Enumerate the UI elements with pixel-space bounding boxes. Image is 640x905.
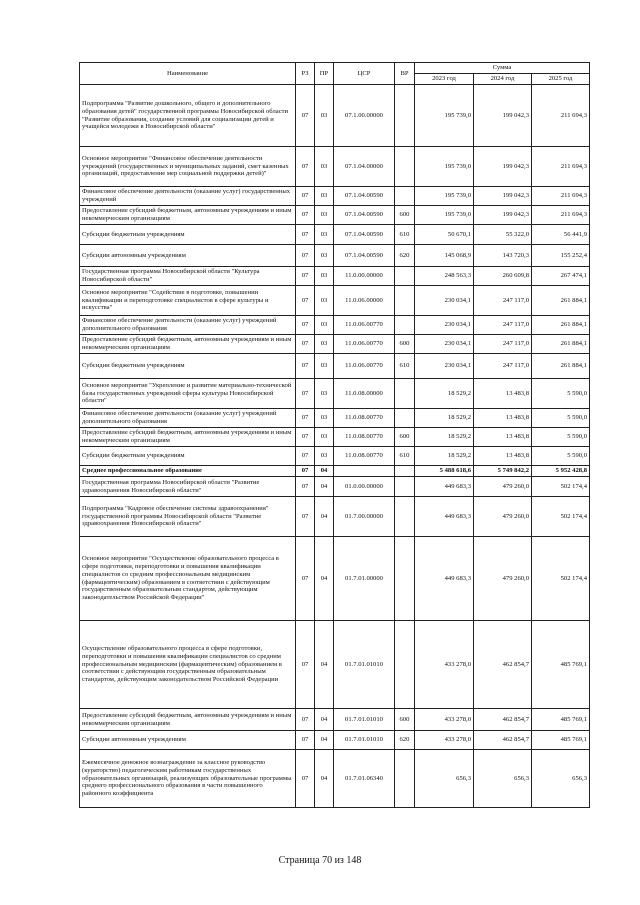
table-row <box>80 147 590 187</box>
cell-pr: 03 <box>315 379 334 409</box>
cell-name: Субсидии автономным учреждениям <box>80 245 296 267</box>
cell-2023: 18 529,2 <box>415 379 474 409</box>
cell-2023: 145 068,9 <box>415 245 474 267</box>
cell-vr: 610 <box>395 225 415 245</box>
cell-name: Основное мероприятие "Укрепление и развитие материально-технической базы государственных учреждений сферы культуры Новосибирской области" <box>80 379 296 409</box>
cell-vr <box>395 147 415 187</box>
cell-name: Основное мероприятие "Финансовое обеспечение деятельности учреждений (государственных и муниципальных заданий, смет казенных организаций, предоставление мер социальной поддержки детей)" <box>80 147 296 187</box>
cell-name: Государственная программа Новосибирской области "Развитие здравоохранения Новосибирской области" <box>80 477 296 497</box>
cell-vr <box>395 409 415 428</box>
cell-vr <box>395 85 415 147</box>
cell-vr: 600 <box>395 428 415 447</box>
cell-2023: 449 683,3 <box>415 497 474 537</box>
cell-2023: 5 488 618,6 <box>415 466 474 477</box>
cell-2025: 267 474,1 <box>532 267 590 286</box>
cell-2025: 261 884,1 <box>532 335 590 354</box>
col-2025-header: 2025 год <box>532 74 590 85</box>
cell-2024: 462 854,7 <box>474 709 532 731</box>
cell-pr: 04 <box>315 537 334 621</box>
cell-2024: 462 854,7 <box>474 621 532 709</box>
cell-vr: 620 <box>395 245 415 267</box>
cell-2023: 230 034,1 <box>415 335 474 354</box>
cell-pr: 04 <box>315 497 334 537</box>
cell-2024: 55 322,0 <box>474 225 532 245</box>
table-row <box>80 286 590 316</box>
table-row <box>80 245 590 267</box>
cell-2023: 449 683,3 <box>415 477 474 497</box>
cell-2023: 248 563,3 <box>415 267 474 286</box>
cell-2023: 230 034,1 <box>415 354 474 379</box>
cell-rz: 07 <box>296 466 315 477</box>
cell-rz: 07 <box>296 316 315 335</box>
cell-2024: 462 854,7 <box>474 731 532 750</box>
cell-rz: 07 <box>296 709 315 731</box>
cell-pr: 03 <box>315 147 334 187</box>
cell-csr: 01.7.00.00000 <box>334 497 395 537</box>
cell-name: Предоставление субсидий бюджетным, автономным учреждениям и иным некоммерческим организациям <box>80 335 296 354</box>
cell-name: Субсидии бюджетным учреждениям <box>80 354 296 379</box>
cell-2023: 656,3 <box>415 750 474 808</box>
cell-csr: 11.0.06.00770 <box>334 354 395 379</box>
cell-vr <box>395 621 415 709</box>
cell-2025: 485 769,1 <box>532 621 590 709</box>
cell-2023: 18 529,2 <box>415 428 474 447</box>
cell-csr: 01.0.00.00000 <box>334 477 395 497</box>
cell-csr: 11.0.00.00000 <box>334 267 395 286</box>
cell-rz: 07 <box>296 225 315 245</box>
cell-2023: 195 739,0 <box>415 147 474 187</box>
table-row <box>80 206 590 225</box>
cell-2023: 433 278,0 <box>415 709 474 731</box>
cell-csr: 01.7.01.01010 <box>334 731 395 750</box>
table-header <box>80 63 590 85</box>
cell-rz: 07 <box>296 354 315 379</box>
cell-csr: 01.7.01.00000 <box>334 537 395 621</box>
cell-pr: 04 <box>315 477 334 497</box>
cell-2025: 211 694,3 <box>532 85 590 147</box>
cell-csr: 11.0.08.00770 <box>334 447 395 466</box>
cell-csr: 07.1.04.00590 <box>334 245 395 267</box>
cell-csr: 11.0.06.00000 <box>334 286 395 316</box>
cell-rz: 07 <box>296 335 315 354</box>
cell-2024: 199 042,3 <box>474 147 532 187</box>
cell-vr <box>395 497 415 537</box>
cell-csr: 07.1.04.00590 <box>334 206 395 225</box>
cell-pr: 03 <box>315 187 334 206</box>
table-row <box>80 428 590 447</box>
cell-csr: 11.0.08.00770 <box>334 428 395 447</box>
table-row <box>80 354 590 379</box>
cell-vr: 610 <box>395 354 415 379</box>
cell-vr <box>395 286 415 316</box>
table-row <box>80 267 590 286</box>
cell-2024: 199 042,3 <box>474 206 532 225</box>
cell-2023: 449 683,3 <box>415 537 474 621</box>
cell-vr: 600 <box>395 335 415 354</box>
cell-pr: 03 <box>315 428 334 447</box>
cell-2025: 155 252,4 <box>532 245 590 267</box>
cell-name: Подпрограмма "Развитие дошкольного, общего и дополнительного образования детей" государственной программы Новосибирской области "Развитие образования, создание условий для социализации детей и учащейся молодежи в Новосибирской области" <box>80 85 296 147</box>
cell-2025: 5 952 428,8 <box>532 466 590 477</box>
cell-2025: 502 174,4 <box>532 537 590 621</box>
cell-rz: 07 <box>296 267 315 286</box>
cell-2024: 656,3 <box>474 750 532 808</box>
cell-pr: 04 <box>315 750 334 808</box>
col-2024-header: 2024 год <box>474 74 532 85</box>
table-row <box>80 85 590 147</box>
cell-2023: 230 034,1 <box>415 316 474 335</box>
cell-2024: 13 483,8 <box>474 447 532 466</box>
cell-name: Среднее профессиональное образование <box>80 466 296 477</box>
cell-name: Ежемесячное денежное вознаграждение за классное руководство (кураторство) педагогическим работникам государственных образовательных организаций, реализующих образовательные программы среднего профессионального образования в части повышенного районного коэффициента <box>80 750 296 808</box>
cell-2023: 433 278,0 <box>415 621 474 709</box>
cell-2025: 56 441,9 <box>532 225 590 245</box>
cell-2024: 247 117,0 <box>474 286 532 316</box>
cell-rz: 07 <box>296 447 315 466</box>
cell-rz: 07 <box>296 497 315 537</box>
cell-csr: 07.1.04.00590 <box>334 187 395 206</box>
cell-2025: 5 590,0 <box>532 379 590 409</box>
table-row <box>80 709 590 731</box>
col-sum-header: Сумма <box>415 63 590 74</box>
budget-table <box>79 62 590 808</box>
cell-2024: 199 042,3 <box>474 85 532 147</box>
cell-vr <box>395 267 415 286</box>
cell-2024: 13 483,8 <box>474 428 532 447</box>
cell-rz: 07 <box>296 750 315 808</box>
cell-vr: 610 <box>395 447 415 466</box>
cell-2025: 211 694,3 <box>532 147 590 187</box>
page-number: Страница 70 из 148 <box>278 855 362 866</box>
col-csr-header: ЦСР <box>334 63 395 85</box>
cell-pr: 03 <box>315 85 334 147</box>
cell-name: Предоставление субсидий бюджетным, автономным учреждениям и иным некоммерческим организациям <box>80 206 296 225</box>
cell-2023: 195 739,0 <box>415 187 474 206</box>
cell-pr: 03 <box>315 447 334 466</box>
cell-pr: 03 <box>315 335 334 354</box>
cell-pr: 04 <box>315 621 334 709</box>
cell-pr: 03 <box>315 354 334 379</box>
cell-2024: 479 260,0 <box>474 497 532 537</box>
table-row <box>80 621 590 709</box>
table-row <box>80 537 590 621</box>
cell-2025: 485 769,1 <box>532 709 590 731</box>
col-vr-header: ВР <box>395 63 415 85</box>
table-body <box>80 85 590 808</box>
cell-2025: 656,3 <box>532 750 590 808</box>
table-row <box>80 316 590 335</box>
cell-2024: 479 260,0 <box>474 477 532 497</box>
cell-pr: 03 <box>315 225 334 245</box>
cell-2024: 479 260,0 <box>474 537 532 621</box>
cell-pr: 03 <box>315 267 334 286</box>
cell-vr: 600 <box>395 206 415 225</box>
cell-csr: 01.7.01.01010 <box>334 709 395 731</box>
cell-rz: 07 <box>296 85 315 147</box>
cell-2023: 195 739,0 <box>415 206 474 225</box>
cell-rz: 07 <box>296 477 315 497</box>
cell-name: Государственная программа Новосибирской области "Культура Новосибирской области" <box>80 267 296 286</box>
cell-name: Основное мероприятие "Содействие в подготовке, повышении квалификации и переподготовке специалистов в сфере культуры и искусства" <box>80 286 296 316</box>
cell-pr: 04 <box>315 731 334 750</box>
cell-name: Финансовое обеспечение деятельности (оказание услуг) учреждений дополнительного образования <box>80 316 296 335</box>
cell-2024: 13 483,8 <box>474 379 532 409</box>
cell-csr: 11.0.08.00000 <box>334 379 395 409</box>
cell-csr: 01.7.01.01010 <box>334 621 395 709</box>
table-row <box>80 225 590 245</box>
cell-vr <box>395 477 415 497</box>
table-row <box>80 466 590 477</box>
cell-csr: 01.7.01.06340 <box>334 750 395 808</box>
cell-name: Финансовое обеспечение деятельности (оказание услуг) государственных учреждений <box>80 187 296 206</box>
cell-2024: 247 117,0 <box>474 316 532 335</box>
cell-2023: 230 034,1 <box>415 286 474 316</box>
cell-pr: 03 <box>315 316 334 335</box>
cell-rz: 07 <box>296 409 315 428</box>
table-row <box>80 335 590 354</box>
cell-2025: 211 694,3 <box>532 187 590 206</box>
cell-vr: 600 <box>395 709 415 731</box>
table-row <box>80 750 590 808</box>
cell-vr <box>395 466 415 477</box>
cell-2025: 211 694,3 <box>532 206 590 225</box>
cell-2025: 5 590,0 <box>532 428 590 447</box>
cell-pr: 04 <box>315 466 334 477</box>
cell-rz: 07 <box>296 428 315 447</box>
cell-2024: 247 117,0 <box>474 335 532 354</box>
cell-pr: 03 <box>315 245 334 267</box>
cell-name: Осуществление образовательного процесса в сфере подготовки, переподготовки и повышения квалификации специалистов со средним профессиональным медицинским (фармацевтическим) образованием в соответствии с действующим государственным образовательным стандартом, действующим законодательством Российской Федерации <box>80 621 296 709</box>
cell-name: Подпрограмма "Кадровое обеспечение системы здравоохранения" государственной программы Новосибирской области "Развитие здравоохранения Новосибирской области" <box>80 497 296 537</box>
col-name-header: Наименование <box>80 63 296 85</box>
col-2023-header: 2023 год <box>415 74 474 85</box>
cell-name: Финансовое обеспечение деятельности (оказание услуг) учреждений дополнительного образования <box>80 409 296 428</box>
cell-2024: 247 117,0 <box>474 354 532 379</box>
cell-rz: 07 <box>296 147 315 187</box>
cell-2025: 502 174,4 <box>532 497 590 537</box>
cell-pr: 03 <box>315 206 334 225</box>
cell-rz: 07 <box>296 187 315 206</box>
cell-name: Субсидии бюджетным учреждениям <box>80 225 296 245</box>
cell-csr: 11.0.06.00770 <box>334 335 395 354</box>
cell-2025: 261 884,1 <box>532 354 590 379</box>
cell-2025: 485 769,1 <box>532 731 590 750</box>
cell-vr <box>395 537 415 621</box>
cell-2024: 199 042,3 <box>474 187 532 206</box>
cell-2024: 260 609,8 <box>474 267 532 286</box>
cell-rz: 07 <box>296 731 315 750</box>
table-row <box>80 477 590 497</box>
cell-name: Предоставление субсидий бюджетным, автономным учреждениям и иным некоммерческим организациям <box>80 428 296 447</box>
col-pr-header: ПР <box>315 63 334 85</box>
cell-csr: 07.1.00.00000 <box>334 85 395 147</box>
cell-2024: 13 483,8 <box>474 409 532 428</box>
cell-csr: 11.0.08.00770 <box>334 409 395 428</box>
cell-2024: 143 720,3 <box>474 245 532 267</box>
table-row <box>80 447 590 466</box>
cell-vr <box>395 187 415 206</box>
table-row <box>80 379 590 409</box>
table-row <box>80 187 590 206</box>
cell-2025: 5 590,0 <box>532 409 590 428</box>
cell-rz: 07 <box>296 621 315 709</box>
cell-pr: 03 <box>315 286 334 316</box>
cell-name: Субсидии автономным учреждениям <box>80 731 296 750</box>
cell-csr: 07.1.04.00590 <box>334 225 395 245</box>
cell-vr <box>395 316 415 335</box>
cell-csr <box>334 466 395 477</box>
col-rz-header: РЗ <box>296 63 315 85</box>
table-row <box>80 497 590 537</box>
cell-vr: 620 <box>395 731 415 750</box>
cell-rz: 07 <box>296 286 315 316</box>
cell-vr <box>395 379 415 409</box>
cell-csr: 11.0.06.00770 <box>334 316 395 335</box>
cell-2023: 18 529,2 <box>415 409 474 428</box>
table-row <box>80 409 590 428</box>
cell-2023: 433 278,0 <box>415 731 474 750</box>
cell-rz: 07 <box>296 206 315 225</box>
cell-pr: 03 <box>315 409 334 428</box>
cell-rz: 07 <box>296 379 315 409</box>
cell-2023: 195 739,0 <box>415 85 474 147</box>
cell-2025: 261 884,1 <box>532 316 590 335</box>
cell-name: Предоставление субсидий бюджетным, автономным учреждениям и иным некоммерческим организациям <box>80 709 296 731</box>
cell-rz: 07 <box>296 245 315 267</box>
cell-name: Субсидии бюджетным учреждениям <box>80 447 296 466</box>
table-row <box>80 731 590 750</box>
cell-2025: 261 884,1 <box>532 286 590 316</box>
cell-csr: 07.1.04.00000 <box>334 147 395 187</box>
cell-name: Основное мероприятие "Осуществление образовательного процесса в сфере подготовки, переподготовки и повышения квалификации специалистов со средним профессиональным медицинским (фармацевтическим) образованием в соответствии с действующим государственным образовательным стандартом, действующим законодательством Российской Федерации" <box>80 537 296 621</box>
cell-vr <box>395 750 415 808</box>
cell-2024: 5 749 842,2 <box>474 466 532 477</box>
cell-rz: 07 <box>296 537 315 621</box>
cell-2023: 18 529,2 <box>415 447 474 466</box>
cell-2023: 50 670,1 <box>415 225 474 245</box>
cell-pr: 04 <box>315 709 334 731</box>
cell-2025: 5 590,0 <box>532 447 590 466</box>
cell-2025: 502 174,4 <box>532 477 590 497</box>
